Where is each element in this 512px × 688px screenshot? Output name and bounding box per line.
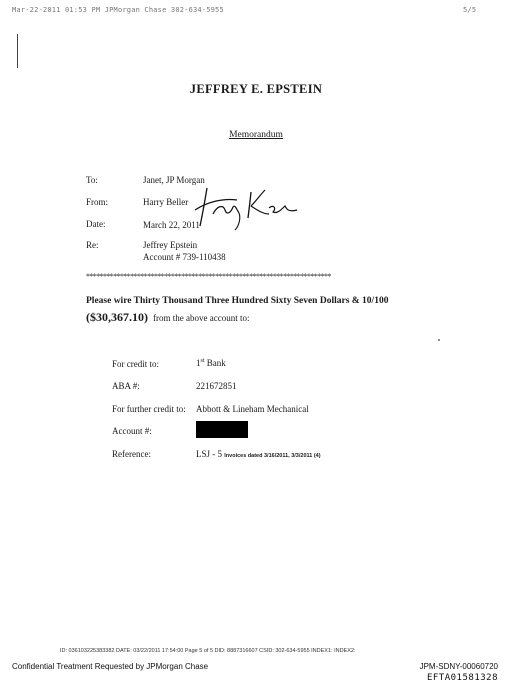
account-label: Account #: bbox=[112, 426, 152, 436]
bates-number-efta: EFTA01581328 bbox=[426, 673, 498, 683]
re-value-account: Account # 739-110438 bbox=[143, 252, 226, 262]
re-label: Re: bbox=[86, 240, 99, 250]
from-value: Harry Beller bbox=[143, 197, 189, 207]
to-label: To: bbox=[86, 175, 98, 185]
reference-label: Reference: bbox=[112, 449, 151, 459]
aba-value: 221672851 bbox=[196, 381, 237, 391]
re-value-name: Jeffrey Epstein bbox=[143, 240, 198, 250]
credit-to-ordinal: st bbox=[200, 358, 205, 364]
aba-label: ABA #: bbox=[112, 381, 140, 391]
wire-amount: ($30,367.10) bbox=[86, 310, 148, 324]
fax-page-number: 5/5 bbox=[463, 6, 477, 14]
redaction-box bbox=[196, 421, 248, 438]
reference-code: LSJ - 5 bbox=[196, 449, 223, 459]
speck bbox=[438, 339, 440, 341]
further-credit-value: Abbott & Lineham Mechanical bbox=[196, 404, 309, 414]
bates-number-sdny: JPM-SDNY-00060720 bbox=[419, 662, 498, 671]
further-credit-label: For further credit to: bbox=[112, 404, 186, 414]
credit-to-label: For credit to: bbox=[112, 359, 159, 369]
reference-value bbox=[196, 449, 321, 459]
margin-mark bbox=[17, 34, 18, 68]
separator-line: ************************************************************************ bbox=[86, 272, 331, 281]
confidential-notice: Confidential Treatment Requested by JPMorgan Chase bbox=[12, 662, 209, 671]
memo-heading: Memorandum bbox=[229, 130, 283, 140]
fax-header-text: Mar-22-2011 01:53 PM JPMorgan Chase 302-634-5955 bbox=[12, 6, 224, 14]
wire-instruction: Please wire Thirty Thousand Three Hundred Sixty Seven Dollars & 10/100 bbox=[86, 296, 389, 306]
credit-to-value bbox=[196, 358, 226, 368]
handwritten-signature bbox=[193, 180, 303, 232]
from-label: From: bbox=[86, 197, 109, 207]
letterhead-title: JEFFREY E. EPSTEIN bbox=[189, 82, 323, 96]
date-label: Date: bbox=[86, 219, 106, 229]
wire-amount-suffix: from the above account to: bbox=[153, 313, 250, 323]
reference-invoices: Invoices dated 3/16/2011, 3/3/2011 (4) bbox=[224, 453, 321, 459]
fax-transmission-id: ID: 036103225383382 DATE: 03/22/2011 17:54:00 Page 5 of 5 DID: 8887316607 CSID: 302-634-5955 INDEX1: INDEX2: bbox=[60, 648, 356, 654]
credit-to-bank: Bank bbox=[204, 358, 226, 368]
credit-to-number: 1 bbox=[196, 358, 201, 368]
to-value: Janet, JP Morgan bbox=[143, 175, 205, 185]
date-value: March 22, 2011 bbox=[143, 220, 200, 230]
